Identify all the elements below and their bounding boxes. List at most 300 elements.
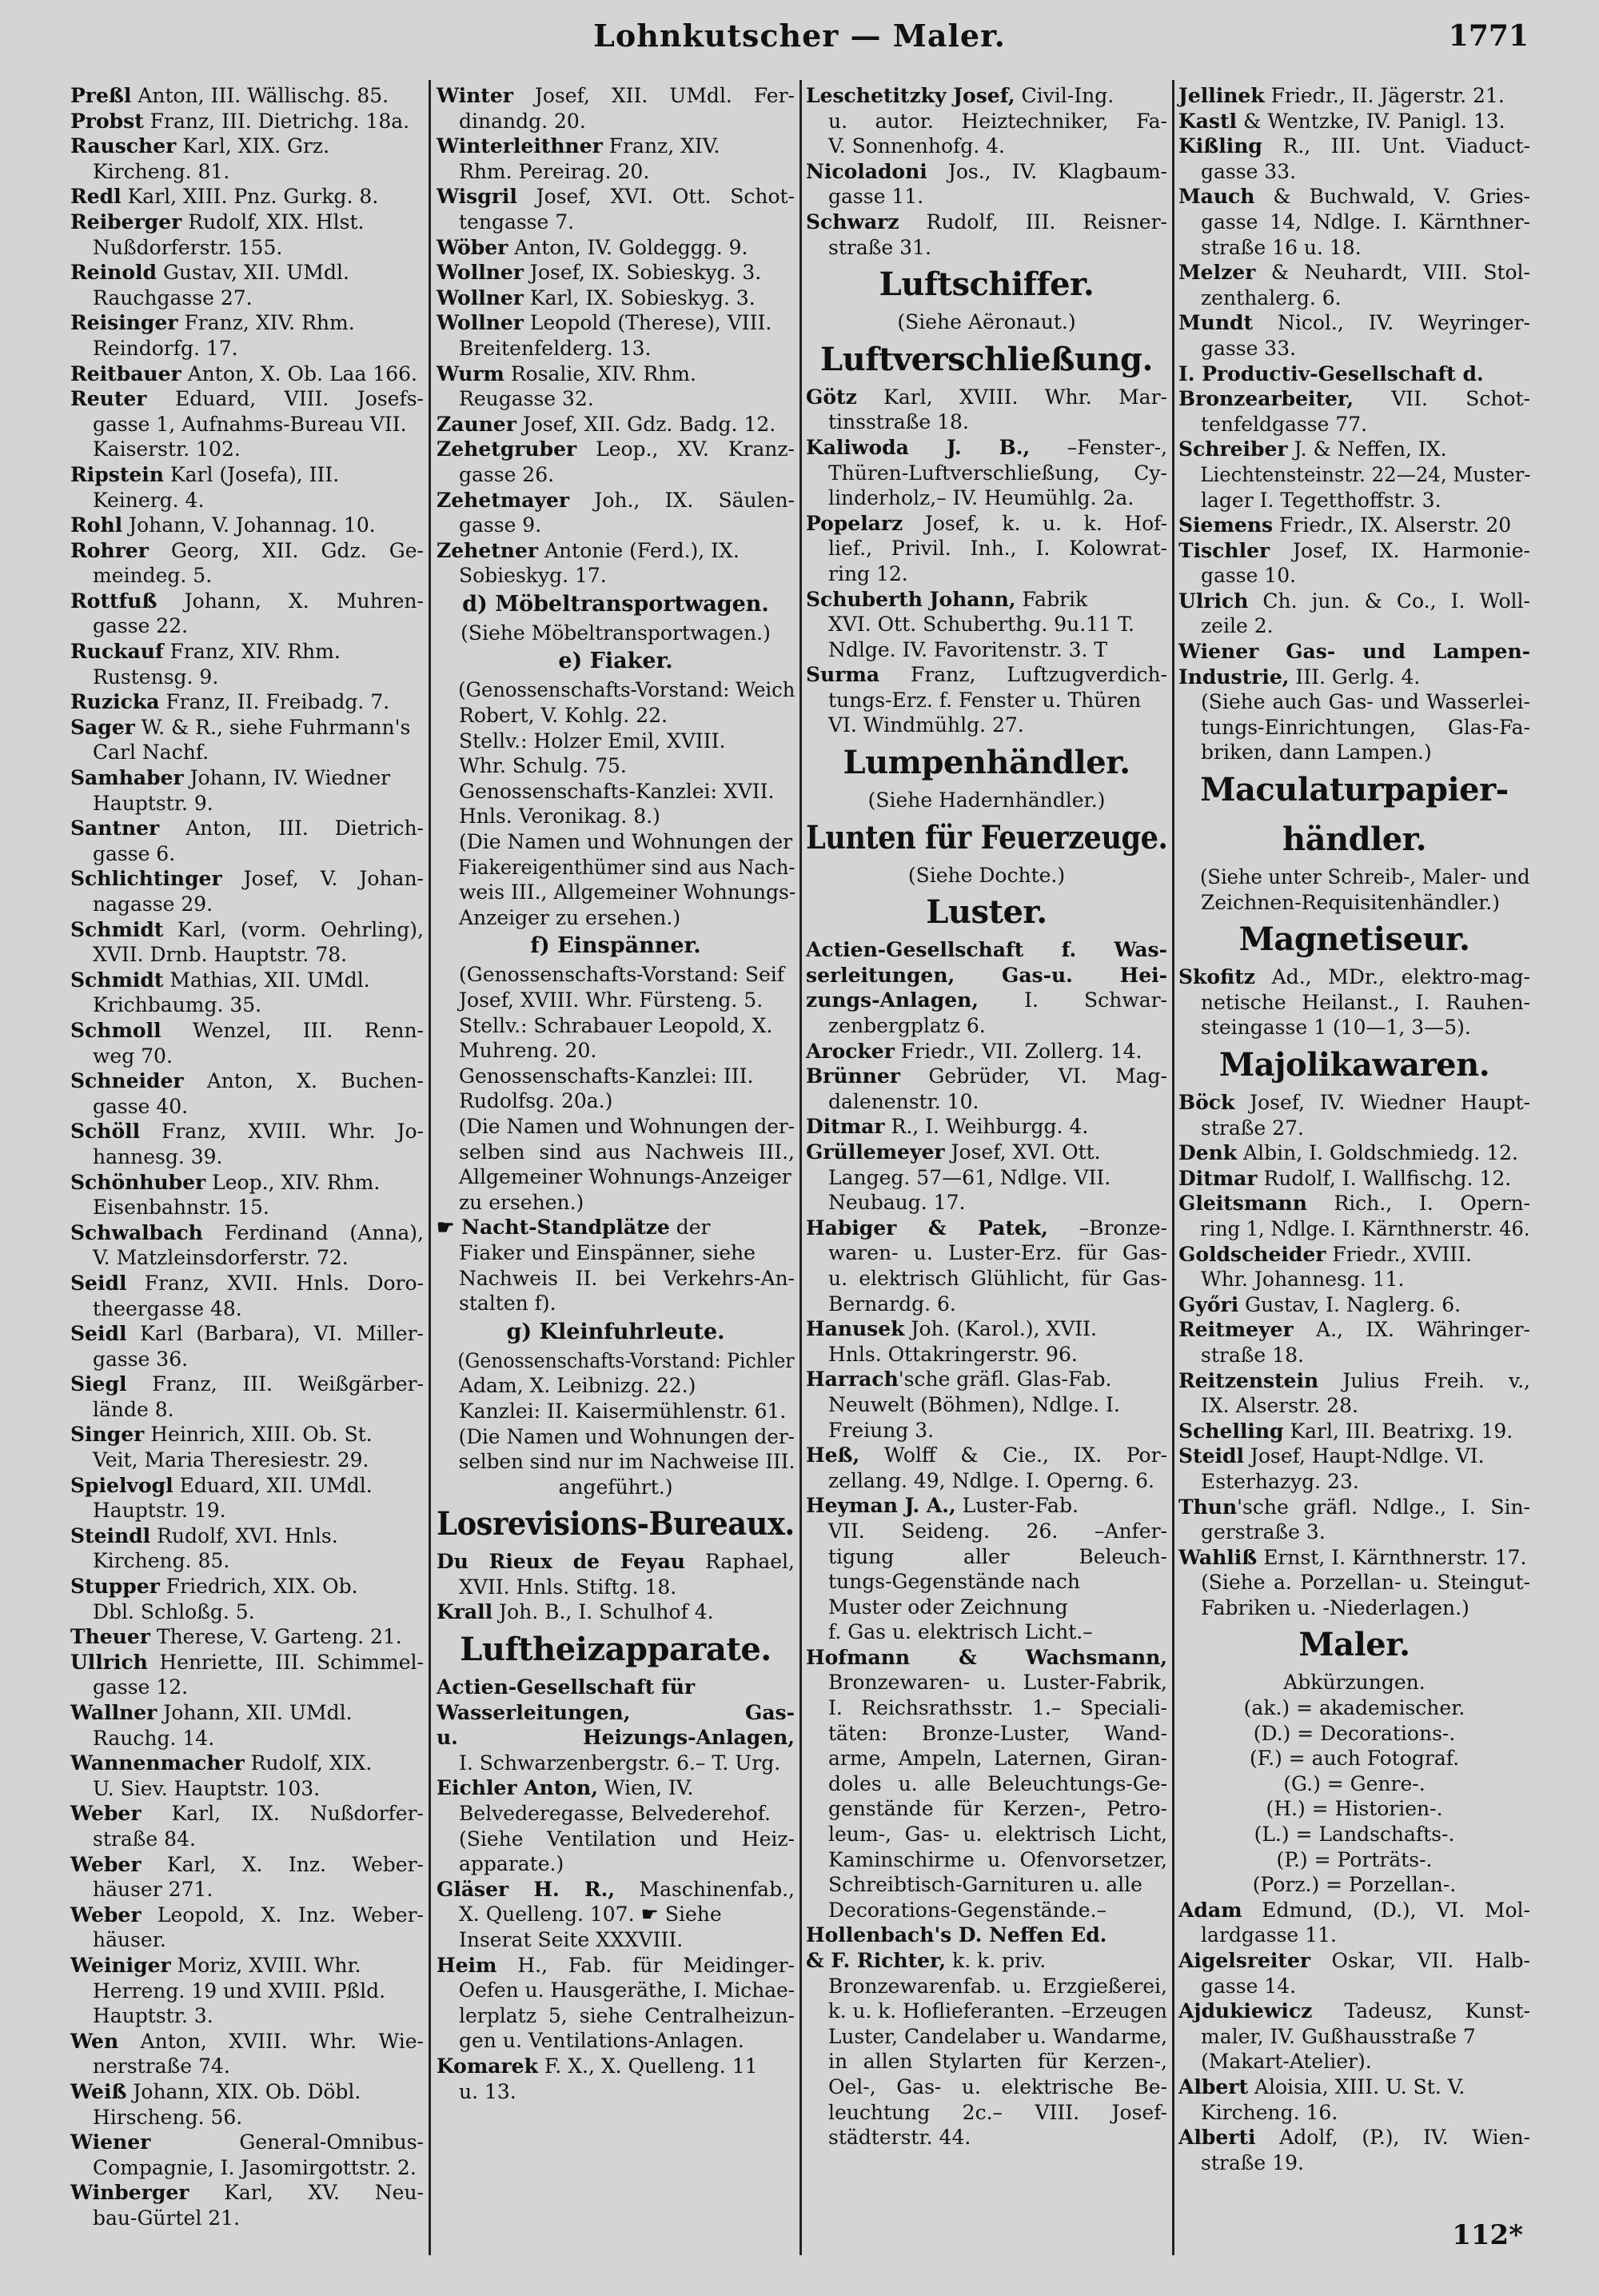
directory-entry bbox=[437, 310, 795, 336]
entry-continuation bbox=[437, 513, 795, 538]
directory-entry bbox=[806, 1064, 1167, 1089]
entry-name: Adam bbox=[1178, 1898, 1242, 1922]
entry-name: Ulrich bbox=[1178, 589, 1249, 613]
entry-continuation bbox=[70, 942, 424, 968]
entry-text: Heinrich, XIII. Ob. St. bbox=[144, 1423, 373, 1447]
entry-name: Zehetmayer bbox=[437, 488, 570, 512]
entry-text: Fabrik bbox=[1015, 587, 1088, 611]
directory-entry bbox=[70, 1650, 424, 1675]
directory-entry bbox=[70, 1801, 424, 1827]
section-heading: Lumpenhändler. bbox=[843, 744, 1130, 782]
entry-text: Josef, IX. Sobieskyg. 3. bbox=[523, 261, 762, 285]
entry-text: A., IX. Währinger- bbox=[1293, 1318, 1530, 1342]
directory-entry bbox=[1178, 665, 1530, 690]
entry-text: ring 12. bbox=[828, 561, 908, 585]
entry-continuation bbox=[437, 1140, 795, 1165]
entry-text: Jos., IV. Klagbaum- bbox=[927, 159, 1167, 183]
entry-text: Wolff & Cie., IX. Por- bbox=[859, 1443, 1167, 1467]
entry-name: Ditmar bbox=[1178, 1166, 1258, 1190]
directory-entry bbox=[1178, 134, 1530, 159]
entry-text: Karl, III. Beatrixg. 19. bbox=[1283, 1419, 1513, 1443]
entry-name: Schelling bbox=[1178, 1419, 1284, 1443]
entry-name: Jellinek bbox=[1178, 84, 1265, 107]
entry-text: Leopold (Therese), VIII. bbox=[523, 311, 772, 335]
note-line: Abkürzungen. bbox=[1283, 1671, 1426, 1695]
directory-entry bbox=[806, 1645, 1167, 1671]
entry-continuation bbox=[1178, 235, 1530, 261]
entry-text: Karl (Barbara), VI. Miller- bbox=[126, 1322, 424, 1346]
entry-text: straße 27. bbox=[1201, 1116, 1304, 1140]
entry-text: gen u. Ventilations-Anlagen. bbox=[459, 2029, 744, 2053]
entry-continuation bbox=[806, 1898, 1167, 1923]
entry-text: Nachweis II. bei Verkehrs-An- bbox=[459, 1266, 795, 1290]
entry-continuation bbox=[437, 1240, 795, 1266]
entry-continuation bbox=[437, 729, 795, 754]
entry-continuation bbox=[437, 1164, 795, 1190]
entry-text: X. Quelleng. 107. ☛ Siehe bbox=[459, 1903, 722, 1927]
entry-text: Compagnie, I. Jasomirgottstr. 2. bbox=[93, 2155, 417, 2179]
entry-text: (Siehe a. Porzellan- u. Steingut- bbox=[1201, 1571, 1530, 1595]
directory-entry bbox=[437, 184, 795, 210]
entry-continuation bbox=[70, 1044, 424, 1069]
directory-entry bbox=[437, 1700, 795, 1726]
entry-text: (Siehe auch Gas- und Wasserlei- bbox=[1201, 690, 1530, 714]
entry-text: Karl, XIX. Grz. bbox=[176, 134, 330, 158]
entry-text: W. & R., siehe Fuhrmann's bbox=[134, 715, 411, 739]
entry-continuation bbox=[437, 109, 795, 134]
entry-name: Reitbauer bbox=[70, 361, 181, 385]
entry-continuation bbox=[806, 1822, 1167, 1847]
directory-entry bbox=[806, 1367, 1167, 1392]
entry-name: Schmidt bbox=[70, 917, 164, 941]
entry-continuation bbox=[1178, 1595, 1530, 1621]
entry-text: Stellv.: Schrabauer Leopold, X. bbox=[459, 1013, 773, 1037]
entry-text: Maschinenfab., bbox=[615, 1877, 795, 1901]
entry-text: Franz, XIV. bbox=[602, 134, 720, 158]
entry-continuation bbox=[70, 2054, 424, 2079]
section-heading: Luftheizapparate. bbox=[460, 1631, 772, 1669]
entry-name: Weber bbox=[70, 1903, 142, 1927]
subsection-heading: g) Kleinfuhrleute. bbox=[506, 1319, 725, 1344]
entry-continuation bbox=[70, 2003, 424, 2029]
entry-text: Georg, XII. Gdz. Ge- bbox=[148, 538, 424, 562]
section-heading: Luftschiffer. bbox=[879, 266, 1095, 304]
directory-entry bbox=[806, 159, 1167, 185]
entry-continuation bbox=[806, 688, 1167, 713]
entry-name: Mundt bbox=[1178, 311, 1254, 335]
entry-text: zenthalerg. 6. bbox=[1201, 286, 1342, 309]
note-line: (Siehe Möbeltransportwagen.) bbox=[461, 621, 771, 645]
entry-continuation bbox=[806, 2100, 1167, 2126]
entry-text: selben sind nur im Nachweise III. bbox=[458, 1450, 796, 1474]
entry-continuation bbox=[70, 740, 424, 765]
entry-name: Reitzenstein bbox=[1178, 1368, 1319, 1392]
entry-text: theergasse 48. bbox=[93, 1296, 242, 1320]
entry-name: Gleitsmann bbox=[1178, 1192, 1307, 1216]
directory-entry bbox=[437, 83, 795, 109]
directory-entry bbox=[1178, 1317, 1530, 1343]
entry-name: Rauscher bbox=[70, 134, 177, 158]
entry-continuation bbox=[806, 134, 1167, 159]
entry-text: XVI. Ott. Schuberthg. 9u.11 T. bbox=[828, 613, 1134, 637]
entry-text: gasse 36. bbox=[93, 1347, 189, 1371]
entry-text: apparate.) bbox=[459, 1852, 564, 1876]
entry-name: Komarek bbox=[437, 2054, 538, 2078]
entry-text: Joh. (Karol.), XVII. bbox=[904, 1317, 1097, 1341]
entry-continuation bbox=[806, 1974, 1167, 1999]
entry-continuation bbox=[1178, 2100, 1530, 2126]
entry-text: Joh. B., I. Schulhof 4. bbox=[492, 1600, 714, 1624]
directory-entry bbox=[70, 2130, 424, 2155]
entry-continuation bbox=[1178, 1015, 1530, 1040]
entry-text: Rhm. Pereirag. 20. bbox=[459, 159, 650, 183]
entry-text: (Die Namen und Wohnungen der bbox=[459, 830, 793, 854]
entry-text: Kircheng. 85. bbox=[93, 1549, 230, 1573]
directory-entry bbox=[70, 1903, 424, 1928]
entry-text: Josef, XII. UMdl. Fer- bbox=[512, 84, 795, 107]
entry-name: Wisgril bbox=[437, 185, 517, 209]
entry-name: Schuberth Johann, bbox=[806, 587, 1016, 611]
entry-continuation bbox=[806, 1619, 1167, 1645]
entry-text: Decorations-Gegenstände.– bbox=[828, 1898, 1107, 1922]
entry-text: Karl (Josefa), III. bbox=[163, 462, 340, 486]
entry-name: Schwalbach bbox=[70, 1220, 203, 1244]
entry-text: steingasse 1 (10—1, 3—5). bbox=[1201, 1016, 1471, 1040]
directory-entry bbox=[70, 1170, 424, 1196]
entry-text: gasse 33. bbox=[1201, 336, 1297, 360]
entry-text: häuser. bbox=[93, 1928, 166, 1952]
entry-text: Genossenschafts-Kanzlei: XVII. bbox=[459, 779, 775, 803]
entry-continuation bbox=[1178, 159, 1530, 185]
entry-name: Popelarz bbox=[806, 511, 903, 535]
directory-entry bbox=[1178, 260, 1530, 286]
directory-entry bbox=[70, 1751, 424, 1776]
entry-text: lager I. Tegetthoffstr. 3. bbox=[1201, 488, 1441, 512]
page-number: 1771 bbox=[1448, 19, 1529, 53]
entry-text: Josef, XVIII. Whr. Fürsteng. 5. bbox=[459, 988, 764, 1012]
entry-continuation bbox=[70, 1347, 424, 1372]
entry-continuation bbox=[437, 2079, 795, 2105]
entry-text: (Genossenschafts-Vorstand: Weich bbox=[458, 678, 796, 702]
note-line: (L.) = Landschafts-. bbox=[1254, 1823, 1455, 1847]
directory-entry bbox=[70, 1321, 424, 1347]
directory-entry bbox=[437, 488, 795, 513]
note-line: (Siehe Dochte.) bbox=[907, 863, 1066, 887]
directory-entry bbox=[1178, 1140, 1530, 1166]
running-header-title: Lohnkutscher — Maler. bbox=[593, 18, 1006, 54]
entry-name: Rohl bbox=[70, 513, 123, 537]
entry-name: Ripstein bbox=[70, 462, 164, 486]
entry-text: maler, IV. Gußhausstraße 7 bbox=[1201, 2024, 1476, 2048]
section-heading: Luftverschließung. bbox=[820, 340, 1153, 378]
entry-text: Gebrüder, VI. Mag- bbox=[899, 1064, 1167, 1088]
entry-continuation bbox=[70, 1296, 424, 1322]
entry-name: Santner bbox=[70, 817, 160, 841]
entry-text: Aloisia, XIII. U. St. V. bbox=[1248, 2074, 1465, 2098]
directory-entry bbox=[437, 538, 795, 564]
entry-continuation bbox=[806, 2125, 1167, 2150]
entry-text: gerstraße 3. bbox=[1201, 1520, 1326, 1544]
entry-continuation bbox=[437, 1449, 795, 1475]
directory-entry bbox=[70, 260, 424, 286]
entry-continuation bbox=[437, 1114, 795, 1140]
entry-continuation bbox=[70, 235, 424, 261]
entry-continuation bbox=[1178, 689, 1530, 715]
entry-continuation bbox=[437, 1373, 795, 1399]
entry-text: Hauptstr. 19. bbox=[93, 1499, 226, 1523]
entry-name: Winter bbox=[437, 84, 513, 107]
entry-text: Joh., IX. Säulen- bbox=[569, 488, 795, 512]
directory-entry bbox=[1178, 386, 1530, 412]
directory-entry bbox=[70, 1852, 424, 1878]
entry-text: VII. Seideng. 26. –Anfer- bbox=[828, 1519, 1167, 1543]
entry-text: Inserat Seite XXXVIII. bbox=[459, 1928, 684, 1951]
entry-text: Bernardg. 6. bbox=[828, 1292, 956, 1316]
entry-continuation bbox=[806, 1392, 1167, 1418]
entry-text: Friedr., IX. Alserstr. 20 bbox=[1273, 513, 1512, 537]
entry-continuation bbox=[70, 1827, 424, 1852]
entry-text: Nußdorferstr. 155. bbox=[93, 235, 283, 259]
entry-continuation bbox=[70, 1726, 424, 1751]
entry-continuation bbox=[437, 210, 795, 235]
column-2 bbox=[437, 83, 795, 2104]
entry-text: u. autor. Heiztechniker, Fa- bbox=[828, 109, 1167, 133]
directory-entry bbox=[1178, 2074, 1530, 2100]
entry-name: Eichler Anton, bbox=[437, 1776, 598, 1800]
entry-text: bau-Gürtel 21. bbox=[93, 2206, 241, 2230]
directory-entry bbox=[1178, 1191, 1530, 1216]
directory-entry bbox=[70, 210, 424, 235]
entry-continuation bbox=[437, 1751, 795, 1776]
entry-text: tinsstraße 18. bbox=[828, 410, 969, 434]
entry-text: Zeichnen-Requisitenhändler.) bbox=[1201, 890, 1500, 914]
entry-text: Eduard, VIII. Josefs- bbox=[146, 387, 424, 411]
directory-entry bbox=[1178, 310, 1530, 336]
entry-text: Karl, IX. Sobieskyg. 3. bbox=[523, 286, 756, 309]
entry-name: Hofmann & Wachsmann, bbox=[806, 1645, 1167, 1669]
entry-continuation bbox=[1178, 2150, 1530, 2176]
directory-entry bbox=[70, 1624, 424, 1650]
directory-entry bbox=[806, 1316, 1167, 1342]
entry-continuation bbox=[806, 409, 1167, 435]
directory-entry bbox=[70, 689, 424, 715]
entry-text: städterstr. 44. bbox=[828, 2126, 971, 2150]
entry-continuation bbox=[1178, 563, 1530, 589]
entry-text: genstände für Kerzen-, Petro- bbox=[828, 1797, 1167, 1821]
entry-text: in allen Stylarten für Kerzen-, bbox=[828, 2050, 1167, 2074]
note-line: (F.) = auch Fotograf. bbox=[1249, 1747, 1460, 1771]
entry-continuation bbox=[1178, 488, 1530, 513]
entry-text: General-Omnibus- bbox=[150, 2130, 424, 2154]
entry-name: Schwarz bbox=[806, 210, 899, 234]
entry-continuation bbox=[437, 1902, 795, 1927]
directory-entry bbox=[1178, 589, 1530, 614]
entry-continuation bbox=[70, 2105, 424, 2130]
directory-entry bbox=[1178, 1368, 1530, 1394]
entry-name: Mauch bbox=[1178, 185, 1255, 209]
entry-name: Ajdukiewicz bbox=[1178, 1999, 1313, 2023]
entry-text: Josef, Haupt-Ndlge. VI. bbox=[1243, 1444, 1485, 1468]
entry-text: tungs-Einrichtungen, Glas-Fa- bbox=[1201, 715, 1530, 739]
entry-continuation bbox=[806, 1292, 1167, 1317]
entry-text: Franz, XIV. Rhm. bbox=[177, 311, 355, 335]
entry-continuation bbox=[70, 2206, 424, 2231]
entry-text: hannesg. 39. bbox=[93, 1144, 223, 1168]
entry-name: Wallner bbox=[70, 1701, 158, 1724]
entry-continuation bbox=[437, 779, 795, 805]
entry-name: Thun bbox=[1178, 1495, 1238, 1519]
entry-continuation bbox=[806, 1266, 1167, 1292]
entry-continuation bbox=[70, 563, 424, 589]
entry-continuation bbox=[70, 665, 424, 690]
entry-name: Preßl bbox=[70, 84, 132, 107]
entry-text: Neubaug. 17. bbox=[828, 1191, 966, 1215]
directory-entry bbox=[70, 589, 424, 614]
entry-text: Thüren-Luftverschließung, Cy- bbox=[828, 461, 1167, 485]
directory-entry bbox=[437, 361, 795, 387]
entry-text: (Siehe unter Schreib-, Maler- und bbox=[1200, 865, 1530, 889]
directory-entry bbox=[806, 1140, 1167, 1165]
entry-name: Krall bbox=[437, 1600, 493, 1624]
entry-text: Rudolf, XVI. Hnls. bbox=[150, 1523, 338, 1547]
entry-continuation bbox=[437, 462, 795, 488]
entry-text: 'sche gräfl. Glas-Fab. bbox=[898, 1368, 1112, 1392]
entry-name: Arocker bbox=[806, 1039, 895, 1063]
entry-text: Genossenschafts-Kanzlei: III. bbox=[459, 1064, 754, 1088]
entry-continuation bbox=[437, 159, 795, 185]
entry-continuation bbox=[437, 1190, 795, 1216]
entry-text: III. Gerlg. 4. bbox=[1289, 665, 1421, 689]
entry-continuation bbox=[806, 713, 1167, 738]
directory-entry bbox=[70, 1372, 424, 1397]
section-heading: Maler. bbox=[1298, 1626, 1410, 1664]
entry-continuation bbox=[437, 1266, 795, 1292]
directory-entry bbox=[1178, 83, 1530, 109]
entry-text: & Wentzke, IV. Panigl. 13. bbox=[1237, 109, 1505, 133]
directory-entry bbox=[70, 513, 424, 538]
entry-continuation bbox=[806, 1089, 1167, 1115]
note-line: (D.) = Decorations-. bbox=[1253, 1721, 1456, 1745]
entry-text: Josef, XVI. Ott. bbox=[944, 1140, 1101, 1164]
entry-text: selben sind aus Nachweis III., bbox=[459, 1140, 795, 1164]
directory-entry bbox=[70, 2180, 424, 2206]
entry-text: gasse 1, Aufnahms-Bureau VII. bbox=[93, 412, 407, 436]
entry-text: (Die Namen und Wohnungen der- bbox=[458, 1424, 796, 1448]
entry-text: U. Siev. Hauptstr. 103. bbox=[93, 1776, 321, 1800]
entry-continuation bbox=[806, 1771, 1167, 1797]
entry-text: f. Gas u. elektrisch Licht.– bbox=[828, 1620, 1093, 1644]
entry-name: serleitungen, Gas-u. Hei- bbox=[806, 963, 1167, 987]
entry-text: Rosalie, XIV. Rhm. bbox=[504, 361, 696, 385]
entry-text: VII. Schot- bbox=[1354, 387, 1530, 411]
entry-name: Steindl bbox=[70, 1523, 151, 1547]
entry-text: straße 84. bbox=[93, 1827, 196, 1851]
entry-text: dinandg. 20. bbox=[459, 109, 586, 133]
entry-text: Kanzlei: II. Kaisermühlenstr. 61. bbox=[459, 1399, 787, 1423]
entry-text: Rustensg. 9. bbox=[93, 665, 219, 689]
entry-text: Josef, XVI. Ott. Schot- bbox=[516, 185, 795, 209]
entry-name: Alberti bbox=[1178, 2126, 1256, 2150]
directory-entry bbox=[70, 310, 424, 336]
entry-text: R., I. Weihburgg. 4. bbox=[884, 1115, 1089, 1139]
entry-continuation bbox=[1178, 2049, 1530, 2074]
entry-continuation bbox=[70, 892, 424, 917]
entry-continuation bbox=[437, 1088, 795, 1114]
entry-text: Carl Nachf. bbox=[93, 741, 209, 765]
entry-text: Albin, I. Goldschmiedg. 12. bbox=[1237, 1141, 1518, 1165]
entry-continuation bbox=[806, 2024, 1167, 2050]
entry-text: Eduard, XII. UMdl. bbox=[173, 1473, 373, 1497]
entry-text: Franz, II. Freibadg. 7. bbox=[159, 690, 390, 714]
entry-name: Reitmeyer bbox=[1178, 1318, 1294, 1342]
entry-name: Habiger & Patek, bbox=[806, 1216, 1048, 1240]
entry-text: Eisenbahnstr. 15. bbox=[93, 1196, 269, 1220]
entry-text: gasse 6. bbox=[93, 841, 176, 865]
entry-text: Johann, XII. UMdl. bbox=[157, 1701, 353, 1724]
entry-text: Julius Freih. v., bbox=[1318, 1368, 1530, 1392]
directory-entry bbox=[1178, 639, 1530, 665]
entry-text: gasse 12. bbox=[93, 1675, 189, 1699]
entry-text: Ch. jun. & Co., I. Woll- bbox=[1248, 589, 1530, 613]
entry-continuation bbox=[806, 1240, 1167, 1266]
entry-name: ☛ Nacht-Standplätze bbox=[437, 1216, 670, 1240]
entry-continuation bbox=[70, 1599, 424, 1625]
directory-entry bbox=[1178, 1545, 1530, 1571]
entry-text: Belvederegasse, Belvederehof. bbox=[459, 1802, 771, 1826]
entry-name: Leschetitzky Josef, bbox=[806, 84, 1015, 107]
entry-text: Johann, V. Johannag. 10. bbox=[122, 513, 376, 537]
entry-continuation bbox=[437, 1291, 795, 1316]
section-heading: Maculaturpapier- bbox=[1200, 771, 1509, 809]
entry-name: Wollner bbox=[437, 311, 524, 335]
entry-text: Rudolf, III. Reisner- bbox=[899, 210, 1167, 234]
entry-name: Ullrich bbox=[70, 1650, 148, 1674]
entry-text: dalenenstr. 10. bbox=[828, 1089, 979, 1113]
entry-text: Franz, XIV. Rhm. bbox=[163, 640, 341, 664]
entry-text: Hnls. Veronikag. 8.) bbox=[459, 805, 660, 829]
directory-entry bbox=[1178, 361, 1530, 387]
entry-continuation bbox=[806, 1721, 1167, 1747]
entry-name: Weber bbox=[70, 1852, 142, 1876]
entry-text: H., Fab. für Meidinger- bbox=[496, 1953, 795, 1977]
entry-text: Allgemeiner Wohnungs-Anzeiger bbox=[459, 1165, 792, 1189]
entry-continuation bbox=[1178, 715, 1530, 741]
directory-entry bbox=[70, 361, 424, 387]
directory-entry bbox=[70, 386, 424, 412]
entry-text: Kaminschirme u. Ofenvorsetzer, bbox=[828, 1847, 1167, 1871]
entry-continuation bbox=[1178, 890, 1530, 916]
directory-entry bbox=[806, 1039, 1167, 1064]
entry-name: Weber bbox=[70, 1802, 142, 1826]
directory-entry bbox=[70, 134, 424, 159]
directory-entry bbox=[70, 715, 424, 741]
entry-text: nerstraße 74. bbox=[93, 2054, 230, 2078]
entry-continuation bbox=[806, 1468, 1167, 1494]
entry-continuation bbox=[70, 1877, 424, 1903]
entry-text: u. 13. bbox=[459, 2079, 516, 2103]
directory-entry bbox=[806, 662, 1167, 688]
entry-text: k. u. k. Hoflieferanten. –Erzeugen bbox=[827, 1999, 1167, 2023]
directory-entry bbox=[1178, 513, 1530, 538]
entry-text: Freiung 3. bbox=[828, 1418, 935, 1442]
entry-text: Tadeusz, Kunst- bbox=[1312, 1999, 1530, 2023]
entry-name: Spielvogl bbox=[70, 1473, 173, 1497]
directory-entry bbox=[1178, 109, 1530, 134]
entry-continuation bbox=[806, 1595, 1167, 1620]
entry-continuation bbox=[70, 159, 424, 185]
entry-text: arme, Ampeln, Laternen, Giran- bbox=[828, 1747, 1167, 1771]
directory-entry bbox=[437, 412, 795, 437]
